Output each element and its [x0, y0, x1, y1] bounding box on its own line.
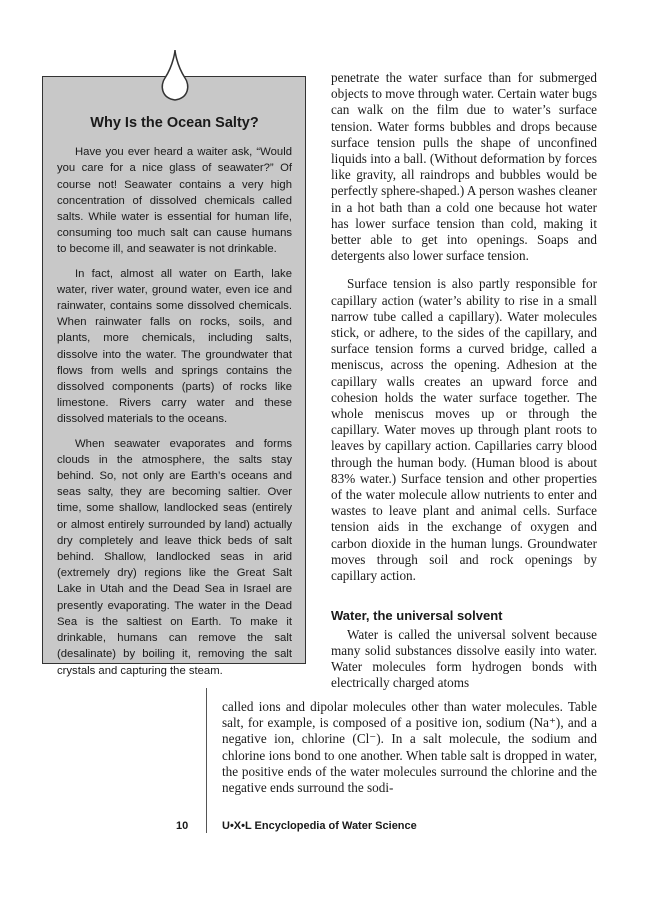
sidebar-box: [42, 76, 306, 677]
sidebar-paragraph: In fact, almost all water on Earth, lake water, river water, ground water, even ice and rainwater, contains some dissolved chemicals. When rainwater falls on rocks, soils, and plants, more chemicals, including salts, dissolve into the water. The groundwater that flows from wells and springs contains the dissolved components (parts) of rocks like limestone. Rivers carry water and these dissolved materials to the oceans.: [57, 267, 292, 426]
page-number: 10: [176, 820, 189, 832]
book-title: U•X•L Encyclopedia of Water Science: [222, 820, 417, 832]
margin-rule: [206, 688, 207, 833]
water-drop-icon: [157, 48, 193, 104]
body-paragraph: Water is called the universal solvent because many solid substances dissolve easily into water. Water molecules form hydrogen bonds with electrically charged atoms: [331, 626, 597, 691]
main-column: [331, 70, 597, 691]
body-paragraph: Surface tension is also partly responsible for capillary action (water’s ability to rise in a small narrow tube called a capillary). Water molecules stick, or adhere, to the sides of the capillary, and surface tension forms a curved bridge, called a meniscus, across the opening. Adhesion at the capillary walls creates an upward force and cohesion holds the water surface together. The whole meniscus moves up or through the capillary. Water moves up through plant roots to leaves by capillary action. Capillaries carry blood through the human body. (Human blood is about 83% water.) Surface tension and other properties of the water molecule allow nutrients to enter and wastes to leave plant and animal cells. Surface tension aids in the exchange of oxygen and carbon dioxide in the human lungs. Groundwater moves through soil and rock openings by capillary action.: [331, 276, 597, 584]
section-heading: Water, the universal solvent: [331, 608, 503, 624]
body-paragraph: penetrate the water surface than for submerged objects to move through water. Certain water bugs can walk on the film due to water’s surface tension. Water forms bubbles and drops because surface tension pulls the shape of unconfined liquids into a ball. (Without deformation by forces like gravity, all raindrops and bubbles would be perfectly sphere-shaped.) A person washes cleaner in a hot bath than a cold one because hot water has lower surface tension than cold, making it better able to get into openings. Soaps and detergents also lower surface tension.: [331, 70, 597, 264]
sidebar-title: Why Is the Ocean Salty?: [90, 115, 259, 131]
sidebar-paragraph: When seawater evaporates and forms clouds in the atmosphere, the salts stay behind. So, not only are Earth’s oceans and seas salty, they are becoming saltier. Over time, some shallow, landlocked seas (entirely or almost entirely surrounded by land) actually dry completely and leave thick beds of salt behind. Shallow, landlocked seas in arid (extremely dry) regions like the Great Salt Lake in Utah and the Dead Sea in Israel are presently evaporating. The water in the Dead Sea is the saltiest on Earth. To make it drinkable, humans can remove the salt (desalinate) by boiling it, removing the salt crystals and capturing the steam.: [57, 437, 292, 677]
body-paragraph-continued: called ions and dipolar molecules other than water molecules. Table salt, for example, is composed of a positive ion, sodium (Na⁺), and a negative ion, chlorine (Cl⁻). In a salt molecule, the sodium and chlorine ions bond to one another. When table salt is dropped in water, the positive ends of the water molecules surround the chlorine and the negative ends surround the sodi-: [222, 699, 597, 796]
sidebar-paragraph: Have you ever heard a waiter ask, “Would you care for a nice glass of seawater?” Of course not! Seawater contains a very high concentration of dissolved chemicals called salts. While water is essential for human life, consuming too much salt can cause humans to become ill, and seawater is not drinkable.: [57, 146, 292, 256]
